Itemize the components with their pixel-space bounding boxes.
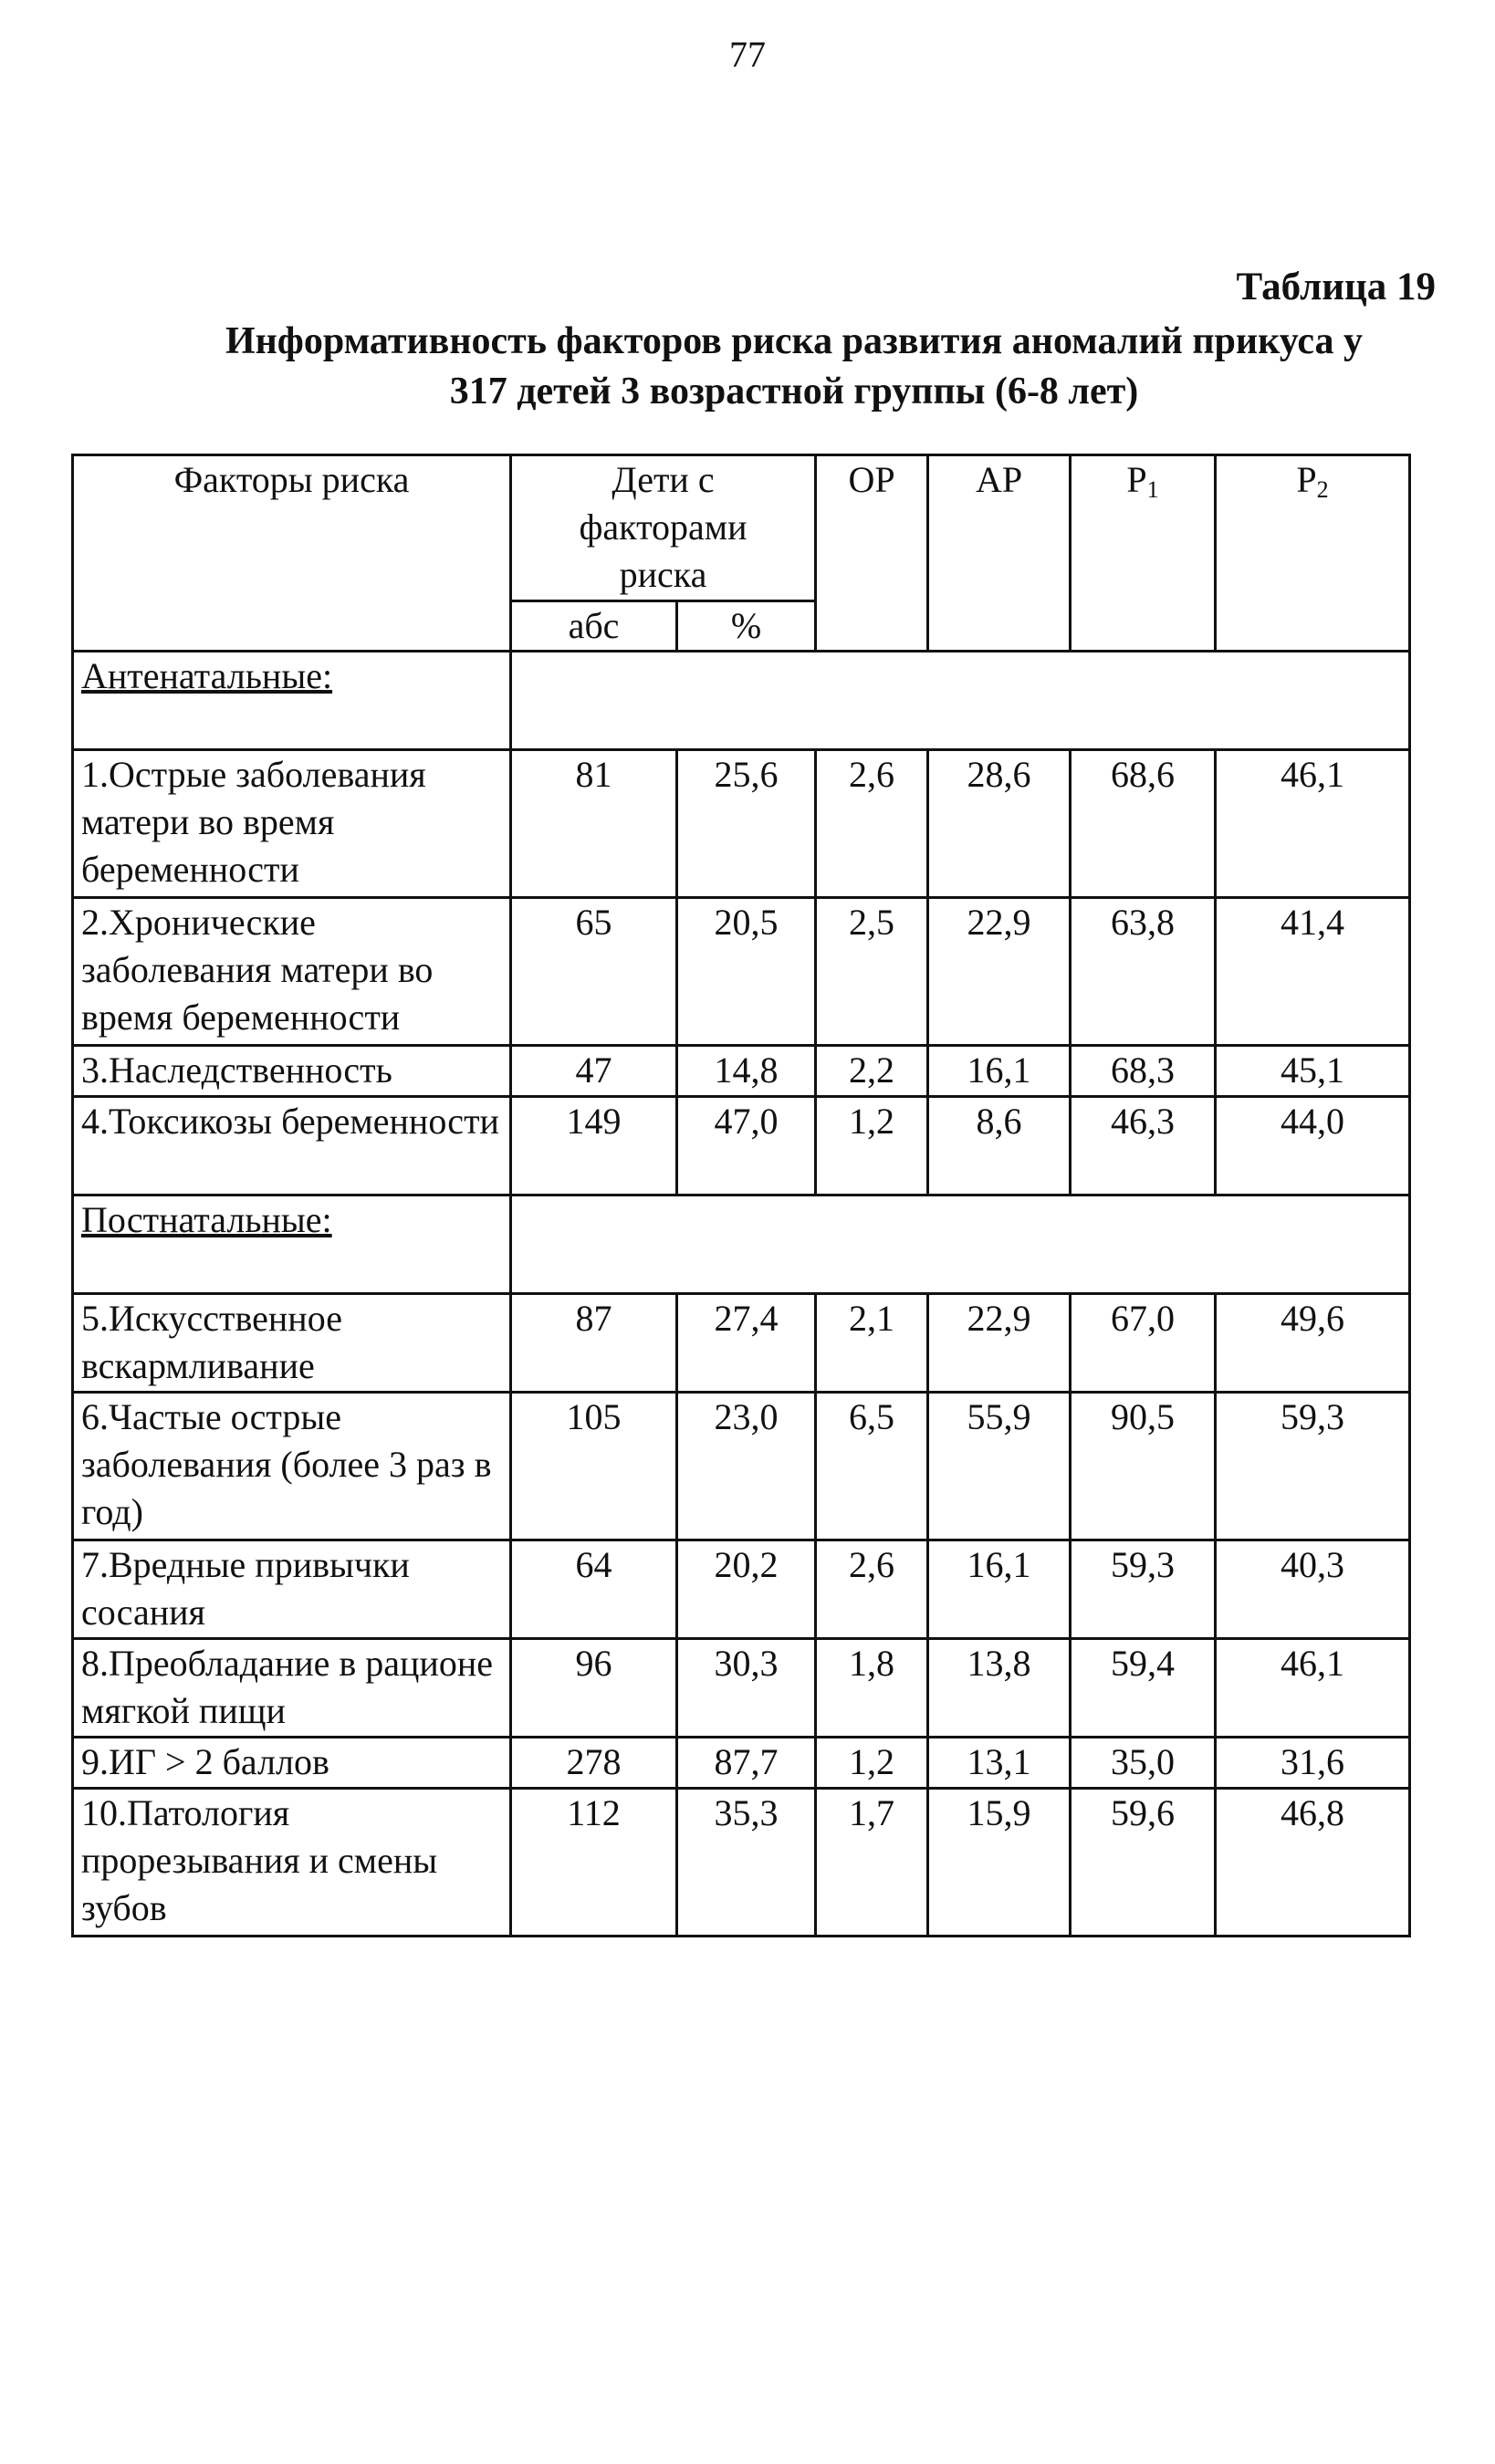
section-empty-cell (511, 1195, 1410, 1294)
p2-cell: 46,1 (1216, 750, 1410, 898)
abs-cell: 149 (511, 1097, 677, 1195)
header-factor: Факторы риска (73, 455, 511, 652)
p2-cell: 59,3 (1216, 1393, 1410, 1540)
p2-cell: 44,0 (1216, 1097, 1410, 1195)
pct-cell: 35,3 (677, 1789, 816, 1937)
pct-cell: 20,2 (677, 1540, 816, 1639)
p2-cell: 49,6 (1216, 1294, 1410, 1393)
abs-cell: 65 (511, 898, 677, 1046)
header-p1-base: P (1126, 459, 1147, 500)
abs-cell: 96 (511, 1639, 677, 1738)
or-cell: 6,5 (816, 1393, 928, 1540)
p1-cell: 59,6 (1071, 1789, 1216, 1937)
table-row (73, 1393, 1410, 1540)
header-children-line-2: факторами (579, 506, 748, 548)
pct-cell: 25,6 (677, 750, 816, 898)
p2-cell: 45,1 (1216, 1046, 1410, 1097)
p2-cell: 41,4 (1216, 898, 1410, 1046)
pct-cell: 47,0 (677, 1097, 816, 1195)
header-p2-sub: 2 (1316, 476, 1329, 503)
factor-cell: 7.Вредные привычки сосания (73, 1540, 511, 1639)
table-title-line-1: Информативность факторов риска развития аномалий прикуса у (225, 320, 1364, 362)
or-cell: 2,6 (816, 750, 928, 898)
header-ar: АР (928, 455, 1071, 652)
section-label-antenatal: Антенатальные: (73, 652, 511, 750)
pct-cell: 30,3 (677, 1639, 816, 1738)
p2-cell: 40,3 (1216, 1540, 1410, 1639)
header-pct: % (677, 601, 816, 652)
table-row (73, 1097, 1410, 1195)
p1-cell: 59,3 (1071, 1540, 1216, 1639)
risk-factors-table (71, 454, 1411, 1937)
factor-cell: 5.Искусственное вскармливание (73, 1294, 511, 1393)
ar-cell: 8,6 (928, 1097, 1071, 1195)
p2-cell: 46,8 (1216, 1789, 1410, 1937)
ar-cell: 28,6 (928, 750, 1071, 898)
abs-cell: 105 (511, 1393, 677, 1540)
table-label: Таблица 19 (1236, 266, 1436, 308)
table-row (73, 1540, 1410, 1639)
table-body (73, 652, 1410, 1937)
or-cell: 2,1 (816, 1294, 928, 1393)
abs-cell: 112 (511, 1789, 677, 1937)
ar-cell: 22,9 (928, 1294, 1071, 1393)
ar-cell: 15,9 (928, 1789, 1071, 1937)
section-label-postnatal: Постнатальные: (73, 1195, 511, 1294)
ar-cell: 55,9 (928, 1393, 1071, 1540)
header-abs: абс (511, 601, 677, 652)
p1-cell: 35,0 (1071, 1738, 1216, 1789)
factor-cell: 4.Токсикозы беременности (73, 1097, 511, 1195)
table-row (73, 1639, 1410, 1738)
pct-cell: 27,4 (677, 1294, 816, 1393)
factor-cell: 6.Частые острые заболевания (более 3 раз в год) (73, 1393, 511, 1540)
p2-cell: 31,6 (1216, 1738, 1410, 1789)
ar-cell: 13,1 (928, 1738, 1071, 1789)
table-row (73, 750, 1410, 898)
ar-cell: 13,8 (928, 1639, 1071, 1738)
pct-cell: 14,8 (677, 1046, 816, 1097)
factor-cell: 9.ИГ > 2 баллов (73, 1738, 511, 1789)
p1-cell: 59,4 (1071, 1639, 1216, 1738)
p1-cell: 63,8 (1071, 898, 1216, 1046)
or-cell: 1,2 (816, 1738, 928, 1789)
table-row (73, 1738, 1410, 1789)
p1-cell: 90,5 (1071, 1393, 1216, 1540)
or-cell: 1,8 (816, 1639, 928, 1738)
ar-cell: 16,1 (928, 1540, 1071, 1639)
header-p2 (1216, 455, 1410, 652)
header-children-with-factors (511, 455, 816, 601)
or-cell: 1,7 (816, 1789, 928, 1937)
section-row-postnatal (73, 1195, 1410, 1294)
ar-cell: 22,9 (928, 898, 1071, 1046)
abs-cell: 64 (511, 1540, 677, 1639)
table-title-line-2: 317 детей 3 возрастной группы (6-8 лет) (449, 371, 1139, 412)
abs-cell: 278 (511, 1738, 677, 1789)
header-p2-base: P (1296, 459, 1317, 500)
or-cell: 1,2 (816, 1097, 928, 1195)
header-children-line-3: риска (619, 554, 707, 595)
abs-cell: 87 (511, 1294, 677, 1393)
factor-cell: 1.Острые заболевания матери во время беременности (73, 750, 511, 898)
abs-cell: 47 (511, 1046, 677, 1097)
header-or: ОР (816, 455, 928, 652)
or-cell: 2,6 (816, 1540, 928, 1639)
or-cell: 2,5 (816, 898, 928, 1046)
table-row (73, 1046, 1410, 1097)
header-p1 (1071, 455, 1216, 652)
pct-cell: 87,7 (677, 1738, 816, 1789)
factor-cell: 3.Наследственность (73, 1046, 511, 1097)
p1-cell: 67,0 (1071, 1294, 1216, 1393)
header-p1-sub: 1 (1146, 476, 1159, 503)
table-row (73, 1789, 1410, 1937)
factor-cell: 8.Преобладание в рационе мягкой пищи (73, 1639, 511, 1738)
section-empty-cell (511, 652, 1410, 750)
section-row-antenatal (73, 652, 1410, 750)
p2-cell: 46,1 (1216, 1639, 1410, 1738)
pct-cell: 23,0 (677, 1393, 816, 1540)
or-cell: 2,2 (816, 1046, 928, 1097)
table-row (73, 898, 1410, 1046)
factor-cell: 2.Хронические заболевания матери во время беременности (73, 898, 511, 1046)
table-row (73, 1294, 1410, 1393)
p1-cell: 46,3 (1071, 1097, 1216, 1195)
page-number: 77 (729, 34, 766, 75)
p1-cell: 68,3 (1071, 1046, 1216, 1097)
table-title (137, 317, 1451, 417)
abs-cell: 81 (511, 750, 677, 898)
factor-cell: 10.Патология прорезывания и смены зубов (73, 1789, 511, 1937)
ar-cell: 16,1 (928, 1046, 1071, 1097)
pct-cell: 20,5 (677, 898, 816, 1046)
p1-cell: 68,6 (1071, 750, 1216, 898)
header-children-line-1: Дети с (612, 459, 715, 500)
